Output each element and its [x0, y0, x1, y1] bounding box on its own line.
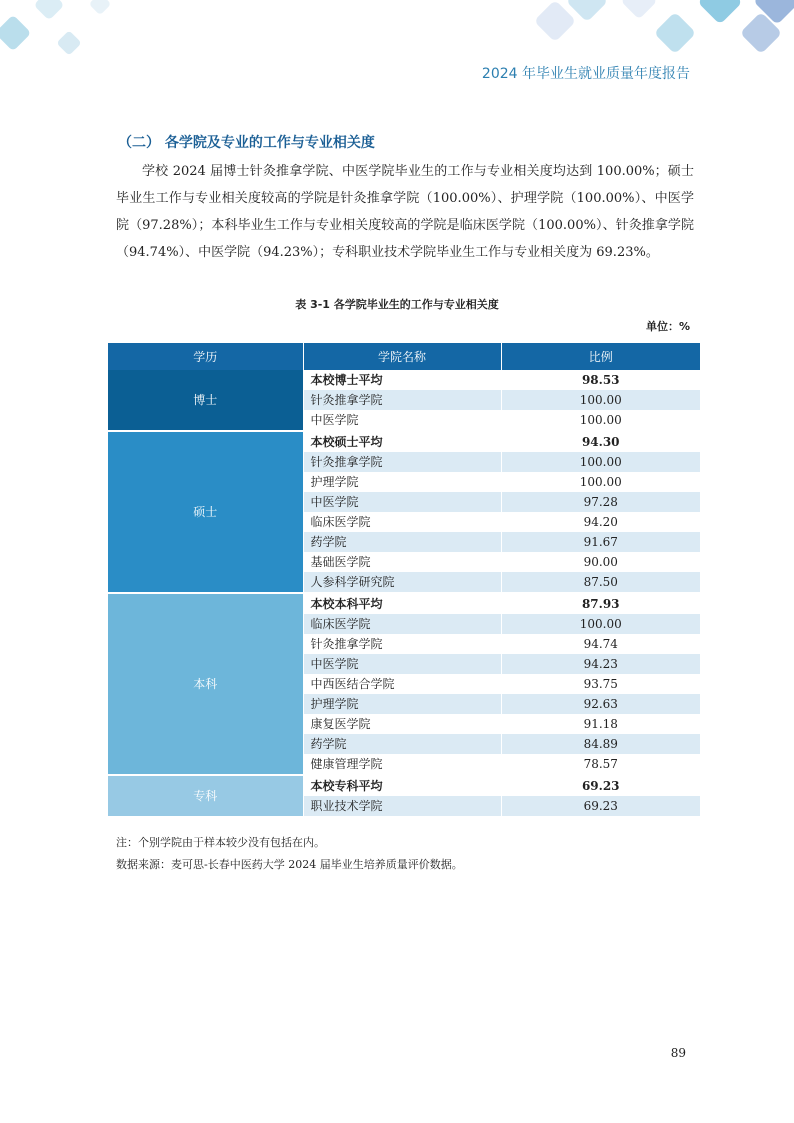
- degree-cell: 本科: [108, 593, 303, 775]
- college-name-cell: 本校专科平均: [303, 775, 501, 796]
- table-title: 表 3-1 各学院毕业生的工作与专业相关度: [295, 298, 499, 311]
- ratio-cell: 69.23: [501, 775, 700, 796]
- college-name-cell: 针灸推拿学院: [303, 390, 501, 410]
- degree-cell: 硕士: [108, 431, 303, 593]
- college-name-cell: 临床医学院: [303, 512, 501, 532]
- table-unit: 单位：%: [645, 320, 690, 333]
- report-header-title: 2024 年毕业生就业质量年度报告: [481, 66, 690, 82]
- college-name-cell: 护理学院: [303, 694, 501, 714]
- college-name-cell: 本校硕士平均: [303, 431, 501, 452]
- ratio-cell: 94.30: [501, 431, 700, 452]
- table-row-average: [108, 775, 700, 796]
- college-name-cell: 本校博士平均: [303, 370, 501, 390]
- college-name-cell: 针灸推拿学院: [303, 634, 501, 654]
- college-name-cell: 本校本科平均: [303, 593, 501, 614]
- relevance-table: [108, 343, 700, 816]
- college-name-cell: 中医学院: [303, 654, 501, 674]
- college-name-cell: 基础医学院: [303, 552, 501, 572]
- header-decoration: [0, 0, 794, 60]
- ratio-cell: 100.00: [501, 410, 700, 431]
- table-row-average: [108, 370, 700, 390]
- table-row-average: [108, 593, 700, 614]
- section-heading: （二） 各学院及专业的工作与专业相关度: [118, 135, 375, 151]
- ratio-cell: 94.20: [501, 512, 700, 532]
- college-name-cell: 中西医结合学院: [303, 674, 501, 694]
- data-source: 数据来源：麦可思-长春中医药大学 2024 届毕业生培养质量评价数据。: [116, 858, 463, 871]
- header-degree: 学历: [108, 343, 303, 370]
- table-header-row: [108, 343, 700, 370]
- relevance-table-container: [108, 343, 700, 816]
- college-name-cell: 人参科学研究院: [303, 572, 501, 593]
- college-name-cell: 护理学院: [303, 472, 501, 492]
- college-name-cell: 康复医学院: [303, 714, 501, 734]
- table-row-average: [108, 431, 700, 452]
- ratio-cell: 100.00: [501, 452, 700, 472]
- degree-cell: 专科: [108, 775, 303, 816]
- college-name-cell: 职业技术学院: [303, 796, 501, 816]
- header-college-name: 学院名称: [303, 343, 501, 370]
- degree-cell: 博士: [108, 370, 303, 431]
- ratio-cell: 91.18: [501, 714, 700, 734]
- ratio-cell: 90.00: [501, 552, 700, 572]
- ratio-cell: 87.50: [501, 572, 700, 593]
- ratio-cell: 94.23: [501, 654, 700, 674]
- ratio-cell: 94.74: [501, 634, 700, 654]
- ratio-cell: 87.93: [501, 593, 700, 614]
- ratio-cell: 84.89: [501, 734, 700, 754]
- header-ratio: 比例: [501, 343, 700, 370]
- ratio-cell: 100.00: [501, 472, 700, 492]
- college-name-cell: 药学院: [303, 532, 501, 552]
- ratio-cell: 91.67: [501, 532, 700, 552]
- section-paragraph: 学校 2024 届博士针灸推拿学院、中医学院毕业生的工作与专业相关度均达到 100.00%；硕士毕业生工作与专业相关度较高的学院是针灸推拿学院（100.00%）、护理学院（100.00%）、中医学院（97.28%）；本科毕业生工作与专业相关度较高的学院是临床医学院（100.00%）、针灸推拿学院（94.74%）、中医学院（94.23%）；专科职业技术学院毕业生工作与专业相关度为 69.23%。: [116, 164, 694, 260]
- table-note: 注：个别学院由于样本较少没有包括在内。: [116, 836, 325, 849]
- ratio-cell: 100.00: [501, 614, 700, 634]
- college-name-cell: 中医学院: [303, 492, 501, 512]
- ratio-cell: 69.23: [501, 796, 700, 816]
- college-name-cell: 临床医学院: [303, 614, 501, 634]
- ratio-cell: 92.63: [501, 694, 700, 714]
- ratio-cell: 98.53: [501, 370, 700, 390]
- ratio-cell: 78.57: [501, 754, 700, 775]
- college-name-cell: 药学院: [303, 734, 501, 754]
- college-name-cell: 健康管理学院: [303, 754, 501, 775]
- ratio-cell: 100.00: [501, 390, 700, 410]
- page-number: 89: [670, 1046, 686, 1060]
- college-name-cell: 针灸推拿学院: [303, 452, 501, 472]
- ratio-cell: 97.28: [501, 492, 700, 512]
- ratio-cell: 93.75: [501, 674, 700, 694]
- college-name-cell: 中医学院: [303, 410, 501, 431]
